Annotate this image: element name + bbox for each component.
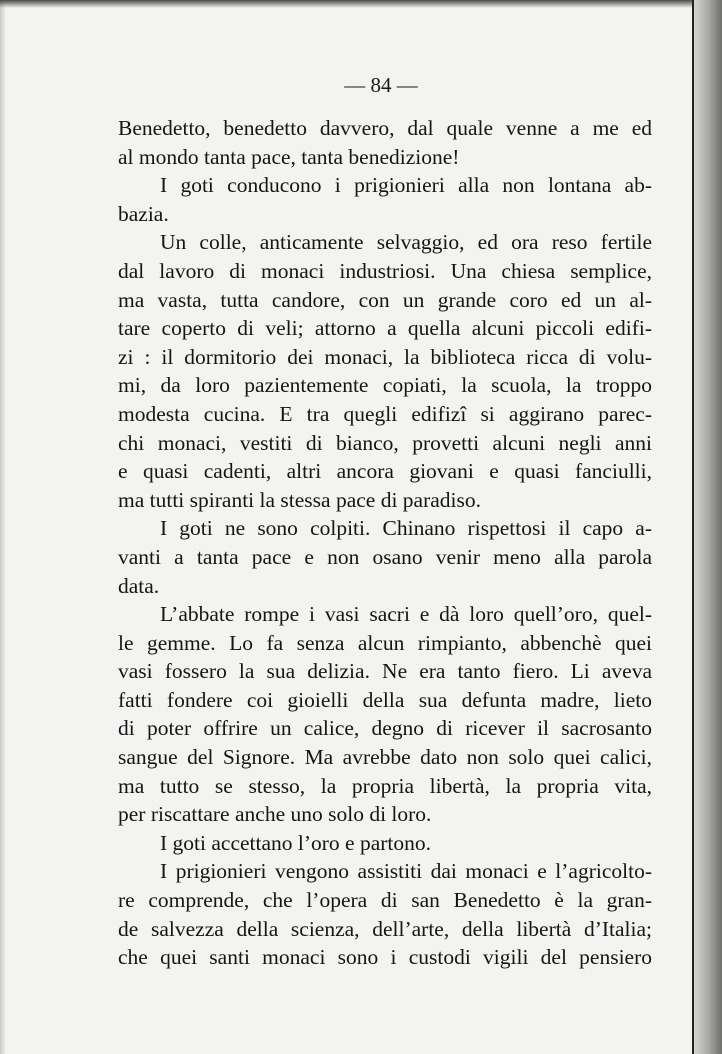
text-line: di poter offrire un calice, degno di ricever il sacrosanto [118, 716, 652, 741]
text-line: sangue del Signore. Ma avrebbe dato non solo quei calici, [118, 745, 652, 770]
body-text [118, 114, 652, 972]
text-line: tare coperto di veli; attorno a quella alcuni piccoli edifi- [118, 316, 652, 341]
text-line: I goti ne sono colpiti. Chinano rispettosi il capo a- [160, 516, 652, 541]
text-line: fatti fondere coi gioielli della sua defunta madre, lieto [118, 687, 652, 712]
text-line: mi, da loro pazientemente copiati, la scuola, la troppo [118, 373, 652, 398]
text-line: zi : il dormitorio dei monaci, la biblioteca ricca di volu- [118, 344, 652, 369]
text-line: al mondo tanta pace, tanta benedizione! [118, 144, 460, 169]
text-line: re comprende, che l’opera di san Benedetto è la gran- [118, 888, 652, 913]
page-number: — 84 — [344, 73, 418, 97]
text-line: dal lavoro di monaci industriosi. Una chiesa semplice, [118, 258, 652, 283]
text-line: ma vasta, tutta candore, con un grande coro ed un al- [118, 287, 652, 312]
book-gutter-line [692, 0, 694, 1054]
text-line: vanti a tanta pace e non osano venir meno alla parola [118, 544, 652, 569]
text-line: vasi fossero la sua delizia. Ne era tanto fiero. Li aveva [118, 659, 652, 684]
text-line: Benedetto, benedetto davvero, dal quale venne a me ed [118, 116, 652, 140]
text-line: I goti accettano l’oro e partono. [160, 830, 432, 855]
text-line: ma tutti spiranti la stessa pace di paradiso. [118, 487, 482, 512]
text-line: L’abbate rompe i vasi sacri e dà loro quell’oro, quel- [160, 602, 652, 627]
page-left-edge [0, 0, 6, 1054]
text-line: de salvezza della scienza, dell’arte, della libertà d’Italia; [118, 916, 652, 941]
text-line: I prigionieri vengono assistiti dai monaci e l’agricolto- [160, 859, 652, 884]
text-line: che quei santi monaci sono i custodi vigili del pensiero [118, 945, 652, 970]
text-line: e quasi cadenti, altri ancora giovani e quasi fanciulli, [118, 459, 652, 484]
text-line: data. [118, 573, 160, 598]
page-top-shadow [0, 0, 722, 8]
text-line: chi monaci, vestiti di bianco, provetti alcuni negli anni [118, 430, 652, 455]
text-line: ma tutto se stesso, la propria libertà, la propria vita, [118, 773, 652, 798]
text-line: modesta cucina. E tra quegli edifizî si aggirano parec- [118, 401, 652, 426]
text-line: I goti conducono i prigionieri alla non lontana ab- [160, 173, 652, 198]
text-line: le gemme. Lo fa senza alcun rimpianto, abbenchè quei [118, 630, 652, 655]
text-line: Un colle, anticamente selvaggio, ed ora reso fertile [160, 230, 652, 255]
text-line: bazia. [118, 201, 169, 226]
text-line: per riscattare anche uno solo di loro. [118, 802, 432, 827]
book-spine-shadow [692, 0, 722, 1054]
